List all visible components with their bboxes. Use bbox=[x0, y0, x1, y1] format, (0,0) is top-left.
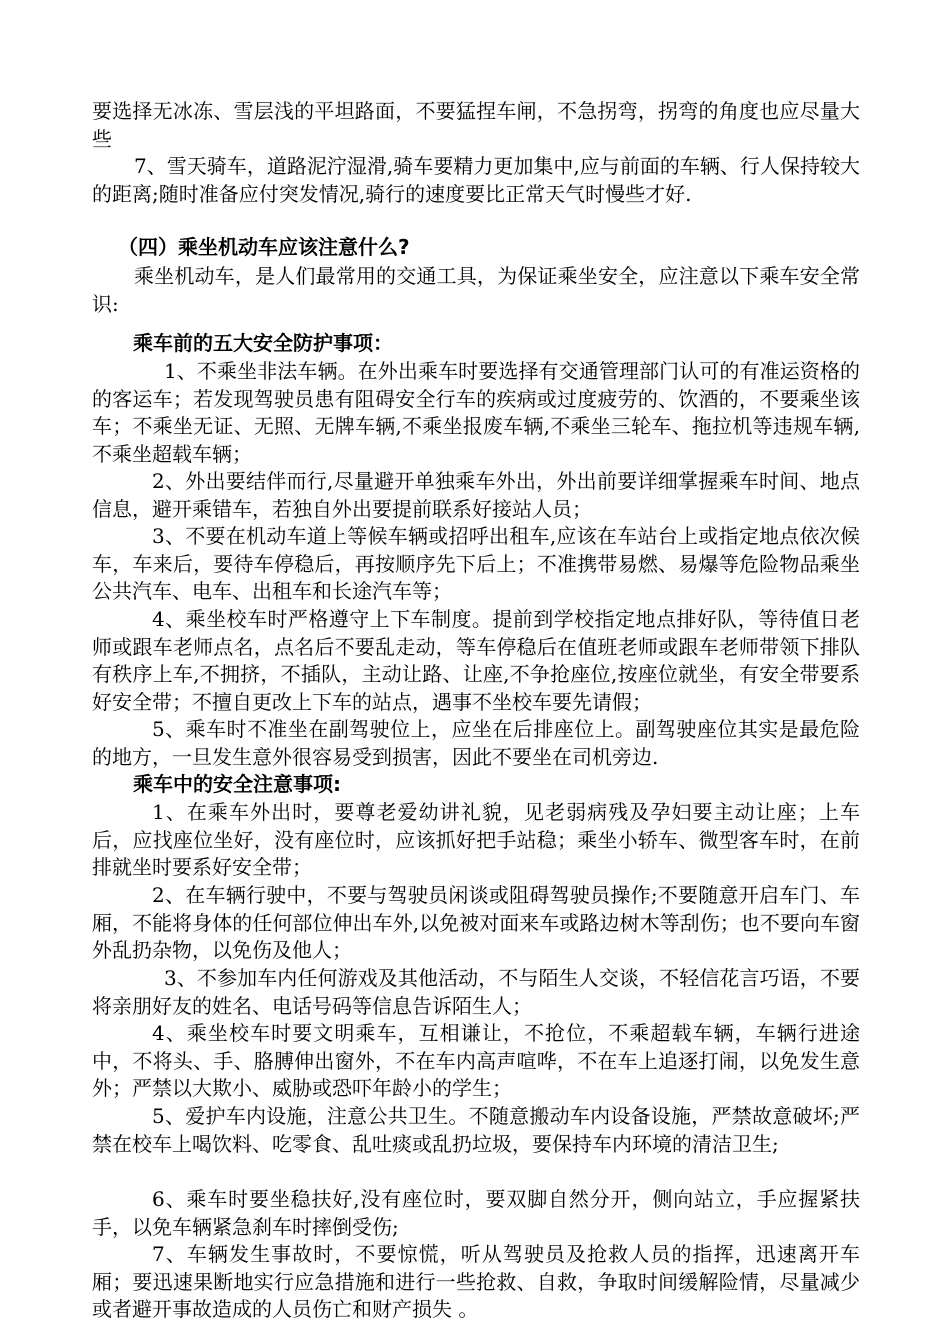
paragraph-item-7: 7、雪天骑车，道路泥泞湿滑,骑车要精力更加集中,应与前面的车辆、行人保持较大的距离;随时准备应付突发情况,骑行的速度要比正常天气时慢些才好. bbox=[92, 154, 860, 206]
paragraph-before-1: 1、不乘坐非法车辆。在外出乘车时要选择有交通管理部门认可的有准运资格的的客运车；若发现驾驶员患有阻碍安全行车的疾病或过度疲劳的、饮酒的，不要乘坐该车；不乘坐无证、无照、无牌车辆,不乘坐报废车辆,不乘坐三轮车、拖拉机等违规车辆,不乘坐超载车辆； bbox=[92, 359, 860, 466]
section-heading: （四）乘坐机动车应该注意什么? bbox=[118, 235, 410, 259]
paragraph-before-5: 5、乘车时不准坐在副驾驶位上，应坐在后排座位上。副驾驶座位其实是最危险的地方，一旦发生意外很容易受到损害，因此不要坐在司机旁边. bbox=[92, 717, 860, 769]
paragraph-during-4: 4、乘坐校车时要文明乘车，互相谦让，不抢位，不乘超载车辆，车辆行进途中，不将头、手、胳膊伸出窗外，不在车内高声喧哗，不在车上追逐打闹，以免发生意外；严禁以大欺小、威胁或恐吓年龄小的学生； bbox=[92, 1021, 860, 1100]
paragraph-before-3: 3、不要在机动车道上等候车辆或招呼出租车,应该在车站台上或指定地点依次候车，车来后，要待车停稳后，再按顺序先下后上；不准携带易燃、易爆等危险物品乘坐公共汽车、电车、出租车和长途汽车等； bbox=[92, 524, 860, 603]
paragraph-during-5: 5、爱护车内设施，注意公共卫生。不随意搬动车内设备设施，严禁故意破坏;严禁在校车上喝饮料、吃零食、乱吐痰或乱扔垃圾，要保持车内环境的清洁卫生; bbox=[92, 1104, 860, 1156]
paragraph-during-7: 7、车辆发生事故时，不要惊慌，听从驾驶员及抢救人员的指挥，迅速离开车厢；要迅速果断地实行应急措施和进行一些抢救、自救，争取时间缓解险情，尽量减少或者避开事故造成的人员伤亡和财产损失 。 bbox=[92, 1242, 860, 1321]
paragraph-before-2: 2、外出要结伴而行,尽量避开单独乘车外出，外出前要详细掌握乘车时间、地点信息，避开乘错车，若独自外出要提前联系好接站人员； bbox=[92, 469, 860, 521]
paragraph-during-2: 2、在车辆行驶中，不要与驾驶员闲谈或阻碍驾驶员操作;不要随意开启车门、车厢，不能将身体的任何部位伸出车外,以免被对面来车或路边树木等刮伤；也不要向车窗外乱扔杂物，以免伤及他人； bbox=[92, 883, 860, 962]
paragraph-intro: 乘坐机动车，是人们最常用的交通工具，为保证乘坐安全，应注意以下乘车安全常识: bbox=[92, 264, 860, 316]
subheading-before-boarding: 乘车前的五大安全防护事项： bbox=[133, 331, 393, 355]
subheading-during-ride: 乘车中的安全注意事项: bbox=[133, 772, 341, 796]
paragraph-during-6: 6、乘车时要坐稳扶好,没有座位时，要双脚自然分开，侧向站立，手应握紧扶手，以免车辆紧急刹车时摔倒受伤; bbox=[92, 1187, 860, 1239]
paragraph-during-1: 1、在乘车外出时，要尊老爱幼讲礼貌，见老弱病残及孕妇要主动让座；上车后，应找座位坐好，没有座位时，应该抓好把手站稳；乘坐小轿车、微型客车时，在前排就坐时要系好安全带； bbox=[92, 800, 860, 879]
paragraph-continuation: 要选择无冰冻、雪层浅的平坦路面，不要猛捏车闸，不急拐弯，拐弯的角度也应尽量大些 bbox=[92, 99, 860, 151]
paragraph-before-4: 4、乘坐校车时严格遵守上下车制度。提前到学校指定地点排好队，等待值日老师或跟车老师点名，点名后不要乱走动，等车停稳后在值班老师或跟车老师带领下排队有秩序上车,不拥挤，不插队，主动让路、让座,不争抢座位,按座位就坐，有安全带要系好安全带；不擅自更改上下车的站点，遇事不坐校车要先请假； bbox=[92, 607, 860, 714]
paragraph-during-3: 3、不参加车内任何游戏及其他活动，不与陌生人交谈，不轻信花言巧语，不要将亲朋好友的姓名、电话号码等信息告诉陌生人； bbox=[92, 966, 860, 1018]
